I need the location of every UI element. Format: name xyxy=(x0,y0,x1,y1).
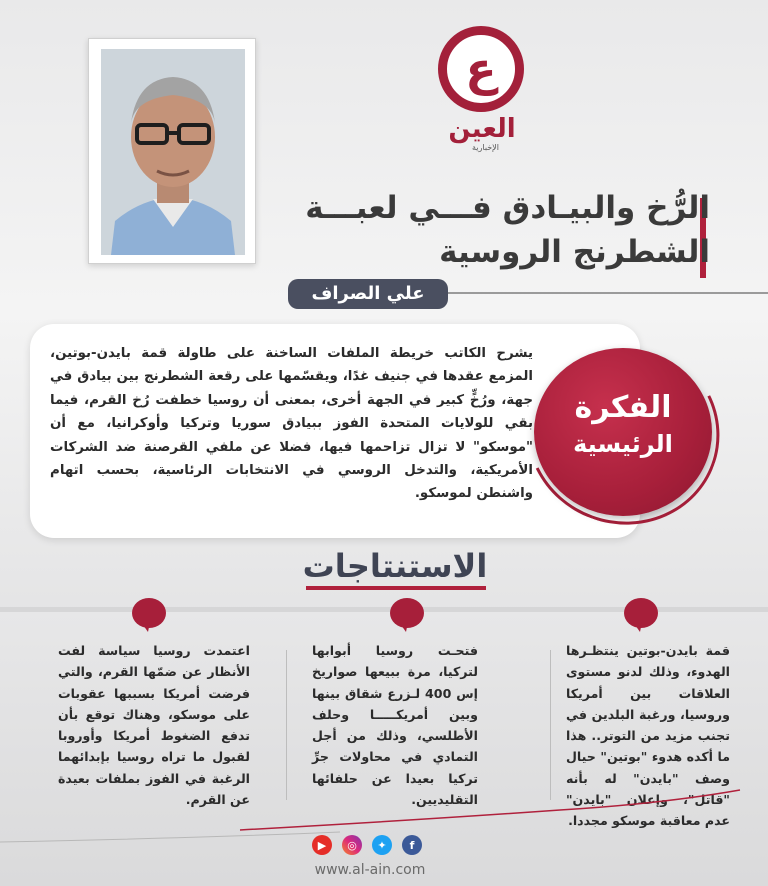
conclusion-item-3: اعتمدت روسيا سياسة لفت الأنظار عن ضمّها القرم، والتي فرضت أمريكا بسببها عقوبات على موسكو، وهناك توقع بأن تدفع الضغوط أمريكا وأوروبا لقبول ما تراه روسيا بإبدائهما الرغبة في الفوز بملفات بعيدة عن القرم. xyxy=(58,643,250,808)
title-line-1: الرُّخ والبيـادق فـــي لعبـــة xyxy=(305,190,710,226)
article-title xyxy=(290,186,710,274)
author-portrait-image xyxy=(101,49,245,255)
conclusions-underline xyxy=(306,586,486,590)
conclusion-item-2: فتحـت روسيا أبوابها لتركيا، مرة ببيعها صواريخ إس 400 لـزرع شقاق بينها وبين أمريكـــــا وحلف الأطلسي، وذلك من أجل التمادي في محاولات جرِّ تركيا بعيدا عن حلفائها التقليديين. xyxy=(312,643,478,808)
conclusions-title: الاستنتاجات xyxy=(302,547,488,585)
column-divider xyxy=(286,650,287,800)
author-name: علي الصراف xyxy=(288,279,448,309)
title-line-2: الشطرنج الروسية xyxy=(439,234,710,270)
speech-bubble-icon xyxy=(624,598,658,628)
speech-bubble-icon xyxy=(390,598,424,628)
twitter-icon[interactable]: ✦ xyxy=(372,835,392,855)
site-url[interactable]: www.al-ain.com xyxy=(314,862,426,878)
logo-name: العين xyxy=(448,114,516,144)
author-photo xyxy=(101,49,245,255)
al-ain-logo xyxy=(432,26,532,154)
conclusion-item-1: قمة بايدن-بوتين ينتظـرها الهدوء، وذلك لدنو مستوى العلاقات بين أمريكا وروسيا، ورغبة البلدين في تجنب مزيد من التوتر.. هذا ما أكده هدوء "بوتين" حيال وصف "بايدن" له بأنه "قاتل"، وإعلان "بايدن" عدم معاقبة موسكو مجددا. xyxy=(566,643,730,829)
main-idea-label-2: الرئيسية xyxy=(573,430,673,458)
facebook-icon[interactable]: f xyxy=(402,835,422,855)
youtube-icon[interactable]: ▶ xyxy=(312,835,332,855)
author-photo-frame xyxy=(88,38,256,264)
logo-subtitle: الإخبارية xyxy=(472,143,499,152)
main-idea-text: يشرح الكاتب خريطة الملفات الساخنة على طاولة قمة بايدن-بوتين، المزمع عقدها في جنيف غدًا، ويقسّمها على رقعة الشطرنج بين بيادق في جهة، ورُخٍّ كبير في الجهة أخرى، بمعنى أن روسيا خطفت رُخ القرم، فيما بقي للولايات المتحدة الفوز ببيادق سوريا وتركيا وأوكرانيا، مع أن "موسكو" لا تزال تزاحمها فيها، فضلا عن ملفي القرصنة ضد الشركات الأمريكية، والتدخل الروسي في الانتخابات الرئاسية، بحسب اتهام واشنطن لموسكو. xyxy=(50,346,533,502)
column-divider xyxy=(550,650,551,800)
speech-bubble-icon xyxy=(132,598,166,628)
social-icons xyxy=(312,835,422,855)
logo-mark: ع xyxy=(438,26,524,112)
main-idea-label-1: الفكرة xyxy=(574,390,672,425)
instagram-icon[interactable]: ◎ xyxy=(342,835,362,855)
